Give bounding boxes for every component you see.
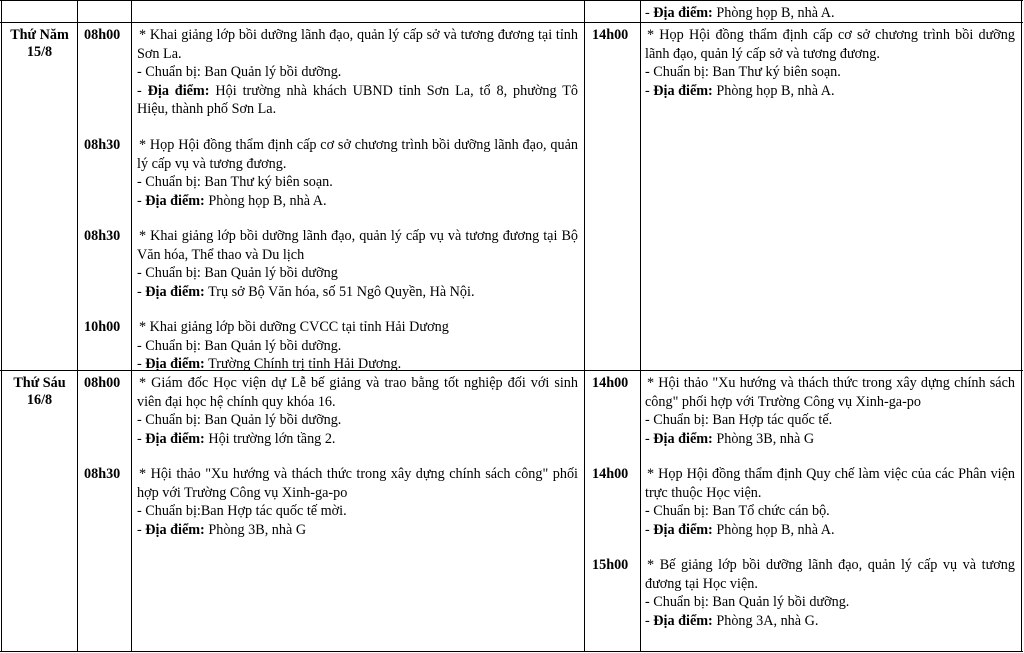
event-location: - Địa điểm: Phòng 3B, nhà G <box>137 521 307 538</box>
event-time: 15h00 <box>592 557 629 573</box>
event-prep: - Chuẩn bị: Ban Quản lý bồi dưỡng. <box>137 337 342 354</box>
event-block <box>137 374 578 448</box>
event-block <box>137 136 578 210</box>
event-block <box>137 26 578 119</box>
midday-divider <box>584 0 585 652</box>
event-prep: - Chuẩn bị: Ban Tổ chức cán bộ. <box>645 503 830 519</box>
event-prep: - Chuẩn bị: Ban Thư ký biên soạn. <box>645 64 841 80</box>
event-time: 14h00 <box>592 466 629 482</box>
event-title: * Khai giảng lớp bồi dưỡng CVCC tại tỉnh Hải Dương <box>139 319 449 335</box>
event-prep: - Chuẩn bị: Ban Quản lý bồi dưỡng <box>137 265 338 281</box>
day-cell-thursday <box>2 27 77 61</box>
table-left-border <box>1 0 2 652</box>
event-block <box>645 374 1015 448</box>
event-time: 08h00 <box>84 375 121 391</box>
event-prep: - Chuẩn bị: Ban Hợp tác quốc tế. <box>645 412 833 428</box>
event-prep: - Chuẩn bị:Ban Hợp tác quốc tế mời. <box>137 503 347 519</box>
event-location: - Địa điểm: Phòng họp B, nhà A. <box>137 192 327 209</box>
day-label: Thứ Sáu <box>13 375 66 391</box>
event-title: * Hội thảo "Xu hướng và thách thức trong xây dựng chính sách công" phối hợp với Trường Công vụ Xinh-ga-po <box>137 466 578 501</box>
event-title: * Khai giảng lớp bồi dưỡng lãnh đạo, quản lý cấp sở và tương đương tại tỉnh Sơn La. <box>137 27 578 62</box>
event-location: - Địa điểm: Hội trường lớn tầng 2. <box>137 430 336 447</box>
day-date: 16/8 <box>26 392 53 408</box>
day-date: 15/8 <box>26 44 53 60</box>
event-block <box>137 227 578 301</box>
day-cell-friday <box>2 375 77 409</box>
table-bottom-border <box>0 651 1023 652</box>
event-title: * Họp Hội đồng thẩm định cấp cơ sở chương trình bồi dưỡng lãnh đạo, quản lý cấp vụ và tương đương. <box>137 137 578 172</box>
event-location: - Địa điểm: Hội trường nhà khách UBND tỉnh Sơn La, tổ 8, phường Tô Hiệu, thành phố Sơn La. <box>137 82 578 117</box>
table-right-border <box>1021 0 1022 652</box>
day-label: Thứ Năm <box>10 27 69 43</box>
event-prep: - Chuẩn bị: Ban Thư ký biên soạn. <box>137 174 333 190</box>
event-title: * Khai giảng lớp bồi dưỡng lãnh đạo, quản lý cấp vụ và tương đương tại Bộ Văn hóa, Thể thao và Du lịch <box>137 228 578 263</box>
event-time: 08h30 <box>84 228 121 244</box>
event-prep: - Chuẩn bị: Ban Quản lý bồi dưỡng. <box>137 412 342 428</box>
event-time: 08h30 <box>84 466 121 482</box>
event-location: - Địa điểm: Phòng 3A, nhà G. <box>645 612 819 629</box>
event-title: * Họp Hội đồng thẩm định Quy chế làm việc của các Phân viện trực thuộc Học viện. <box>645 466 1015 501</box>
event-block <box>645 465 1015 539</box>
event-title: * Giám đốc Học viện dự Lễ bế giảng và trao bằng tốt nghiệp đối với sinh viên đại học hệ chính quy khóa 16. <box>137 375 578 410</box>
event-prep: - Chuẩn bị: Ban Quản lý bồi dưỡng. <box>137 64 342 80</box>
prev-afternoon-location: - Địa điểm: Phòng họp B, nhà A. <box>645 5 835 21</box>
event-prep: - Chuẩn bị: Ban Quản lý bồi dưỡng. <box>645 594 850 610</box>
event-title: * Bế giảng lớp bồi dưỡng lãnh đạo, quản lý cấp vụ và tương đương tại Học viện. <box>645 557 1015 592</box>
event-location: - Địa điểm: Phòng họp B, nhà A. <box>645 521 835 538</box>
event-time: 08h30 <box>84 137 121 153</box>
event-block <box>137 465 578 539</box>
event-location: - Địa điểm: Phòng 3B, nhà G <box>645 430 815 447</box>
afternoon-time-divider <box>640 0 641 652</box>
event-block <box>645 556 1015 630</box>
event-title: * Hội thảo "Xu hướng và thách thức trong xây dựng chính sách công" phối hợp với Trường Công vụ Xinh-ga-po <box>645 375 1015 410</box>
day-column-divider <box>77 0 78 652</box>
event-block <box>137 318 578 374</box>
event-time: 14h00 <box>592 27 629 43</box>
event-block <box>645 26 1015 100</box>
event-location: - Địa điểm: Trường Chính trị tỉnh Hải Dương. <box>137 356 402 372</box>
event-location: - Địa điểm: Phòng họp B, nhà A. <box>645 82 835 99</box>
event-time: 10h00 <box>84 319 121 335</box>
event-time: 08h00 <box>84 27 121 43</box>
table-top-border <box>0 0 1023 1</box>
event-location: - Địa điểm: Trụ sở Bộ Văn hóa, số 51 Ngô Quyền, Hà Nội. <box>137 283 475 300</box>
event-title: * Họp Hội đồng thẩm định cấp cơ sở chương trình bồi dưỡng lãnh đạo, quản lý cấp sở và tương đương. <box>645 27 1015 62</box>
event-time: 14h00 <box>592 375 629 391</box>
morning-time-divider <box>131 0 132 652</box>
